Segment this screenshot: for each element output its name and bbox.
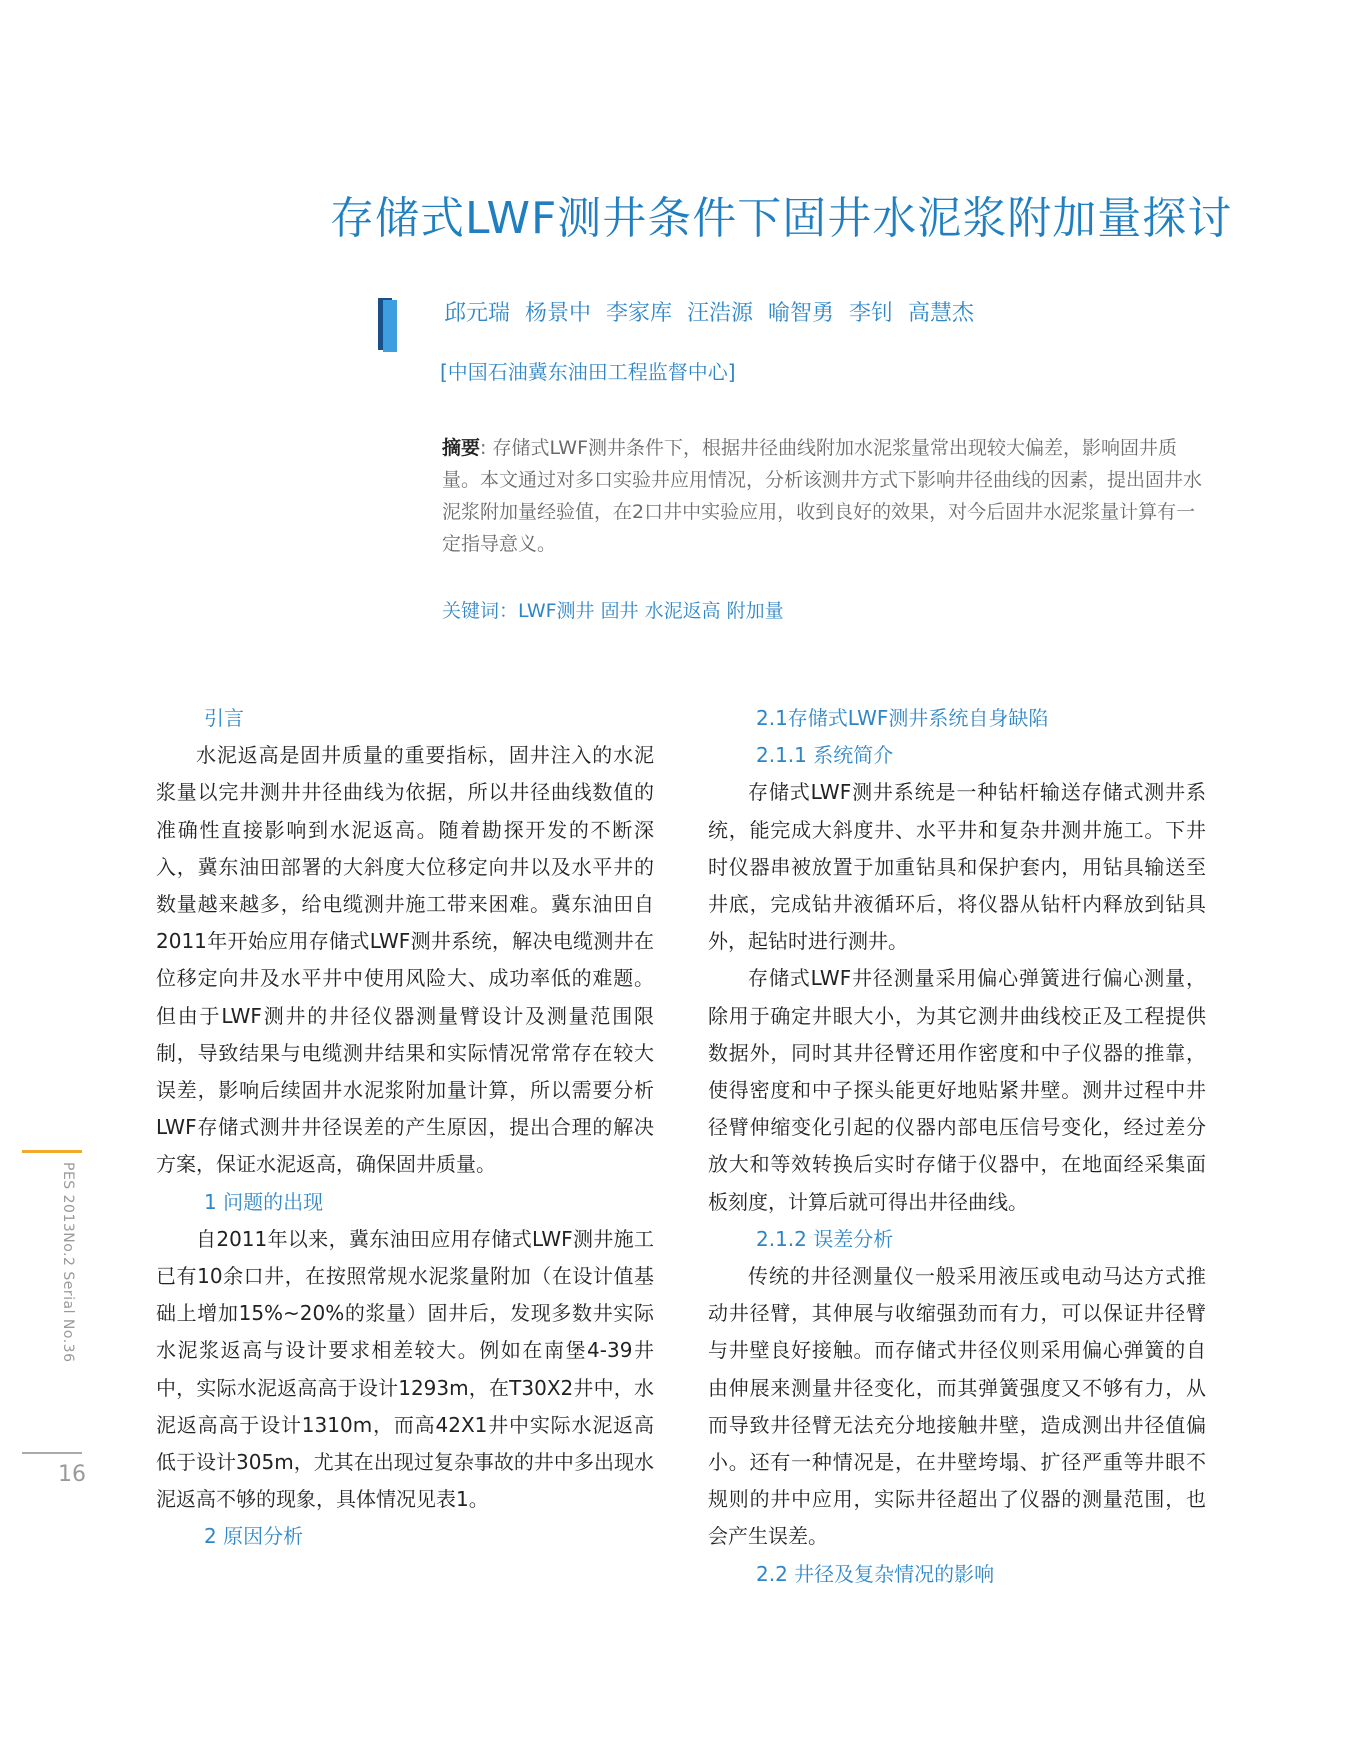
section-heading-2-1-1: 2.1.1 系统简介 bbox=[756, 743, 894, 768]
running-head: PES 2013No.2 Serial No.36 bbox=[60, 1162, 76, 1363]
author-list: 邱元瑞 杨景中 李家库 汪浩源 喻智勇 李钊 高慧杰 bbox=[444, 301, 974, 326]
section-2-1-1-paragraph-1: 存储式LWF测井系统是一种钻杆输送存储式测井系统，能完成大斜度井、水平井和复杂井测井施工。下井时仪器串被放置于加重钻具和保护套内，用钻具输送至井底，完成钻井液循环后，将仪器从钻杆内释放到钻具外，起钻时进行测井。 bbox=[708, 780, 1206, 954]
page-number: 16 bbox=[58, 1462, 86, 1487]
margin-divider bbox=[22, 1452, 82, 1454]
section-heading-2-1-2: 2.1.2 误差分析 bbox=[756, 1226, 894, 1251]
decorative-bar-light bbox=[383, 300, 397, 352]
margin-accent-line bbox=[22, 1150, 82, 1153]
section-heading-2-2: 2.2 井径及复杂情况的影响 bbox=[756, 1561, 995, 1586]
keywords: 关键词：LWF测井 固井 水泥返高 附加量 bbox=[442, 600, 784, 622]
article-title: 存储式LWF测井条件下固井水泥浆附加量探讨 bbox=[330, 193, 1233, 244]
intro-paragraph: 水泥返高是固井质量的重要指标，固井注入的水泥浆量以完井测井井径曲线为依据，所以井径曲线数值的准确性直接影响到水泥返高。随着勘探开发的不断深入，冀东油田部署的大斜度大位移定向井以及水平井的数量越来越多，给电缆测井施工带来困难。冀东油田自2011年开始应用存储式LWF测井系统，解决电缆测井在位移定向井及水平井中使用风险大、成功率低的难题。但由于LWF测井的井径仪器测量臂设计及测量范围限制，导致结果与电缆测井结果和实际情况常常存在较大误差，影响后续固井水泥浆附加量计算，所以需要分析LWF存储式测井井径误差的产生原因，提出合理的解决方案，保证水泥返高，确保固井质量。 bbox=[156, 743, 654, 1177]
right-column bbox=[708, 700, 1206, 1593]
section-heading-2-1: 2.1存储式LWF测井系统自身缺陷 bbox=[756, 706, 1049, 730]
section-2-1-2-paragraph: 传统的井径测量仪一般采用液压或电动马达方式推动井径臂，其伸展与收缩强劲而有力，可以保证井径臂与井壁良好接触。而存储式井径仪则采用偏心弹簧的自由伸展来测量井径变化，而其弹簧强度又不够有力，从而导致井径臂无法充分地接触井壁，造成测出井径值偏小。还有一种情况是，在井壁垮塌、扩径严重等井眼不规则的井中应用，实际井径超出了仪器的测量范围，也会产生误差。 bbox=[708, 1264, 1206, 1549]
affiliation: [中国石油冀东油田工程监督中心] bbox=[440, 360, 736, 384]
abstract-text: : 存储式LWF测井条件下，根据井径曲线附加水泥浆量常出现较大偏差，影响固井质量。本文通过对多口实验井应用情况，分析该测井方式下影响井径曲线的因素，提出固井水泥浆附加量经验值，在2口井中实验应用，收到良好的效果，对今后固井水泥浆量计算有一定指导意义。 bbox=[442, 437, 1203, 555]
abstract-label: 摘要 bbox=[442, 437, 481, 459]
section-1-paragraph: 自2011年以来，冀东油田应用存储式LWF测井施工已有10余口井，在按照常规水泥浆量附加（在设计值基础上增加15%~20%的浆量）固井后，发现多数井实际水泥浆返高与设计要求相差较大。例如在南堡4-39井中，实际水泥返高高于设计1293m，在T30X2井中，水泥返高高于设计1310m，而高42X1井中实际水泥返高低于设计305m，尤其在出现过复杂事故的井中多出现水泥返高不够的现象，具体情况见表1。 bbox=[156, 1226, 654, 1512]
section-heading-2: 2 原因分析 bbox=[204, 1524, 304, 1549]
section-heading-intro: 引言 bbox=[204, 706, 244, 730]
section-2-1-1-paragraph-2: 存储式LWF井径测量采用偏心弹簧进行偏心测量，除用于确定井眼大小，为其它测井曲线校正及工程提供数据外，同时其井径臂还用作密度和中子仪器的推靠，使得密度和中子探头能更好地贴紧井壁。测井过程中井径臂伸缩变化引起的仪器内部电压信号变化，经过差分放大和等效转换后实时存储于仪器中，在地面经采集面板刻度，计算后就可得出井径曲线。 bbox=[708, 966, 1206, 1214]
left-column bbox=[156, 700, 654, 1556]
abstract bbox=[442, 432, 1212, 560]
section-heading-1: 1 问题的出现 bbox=[204, 1189, 324, 1214]
